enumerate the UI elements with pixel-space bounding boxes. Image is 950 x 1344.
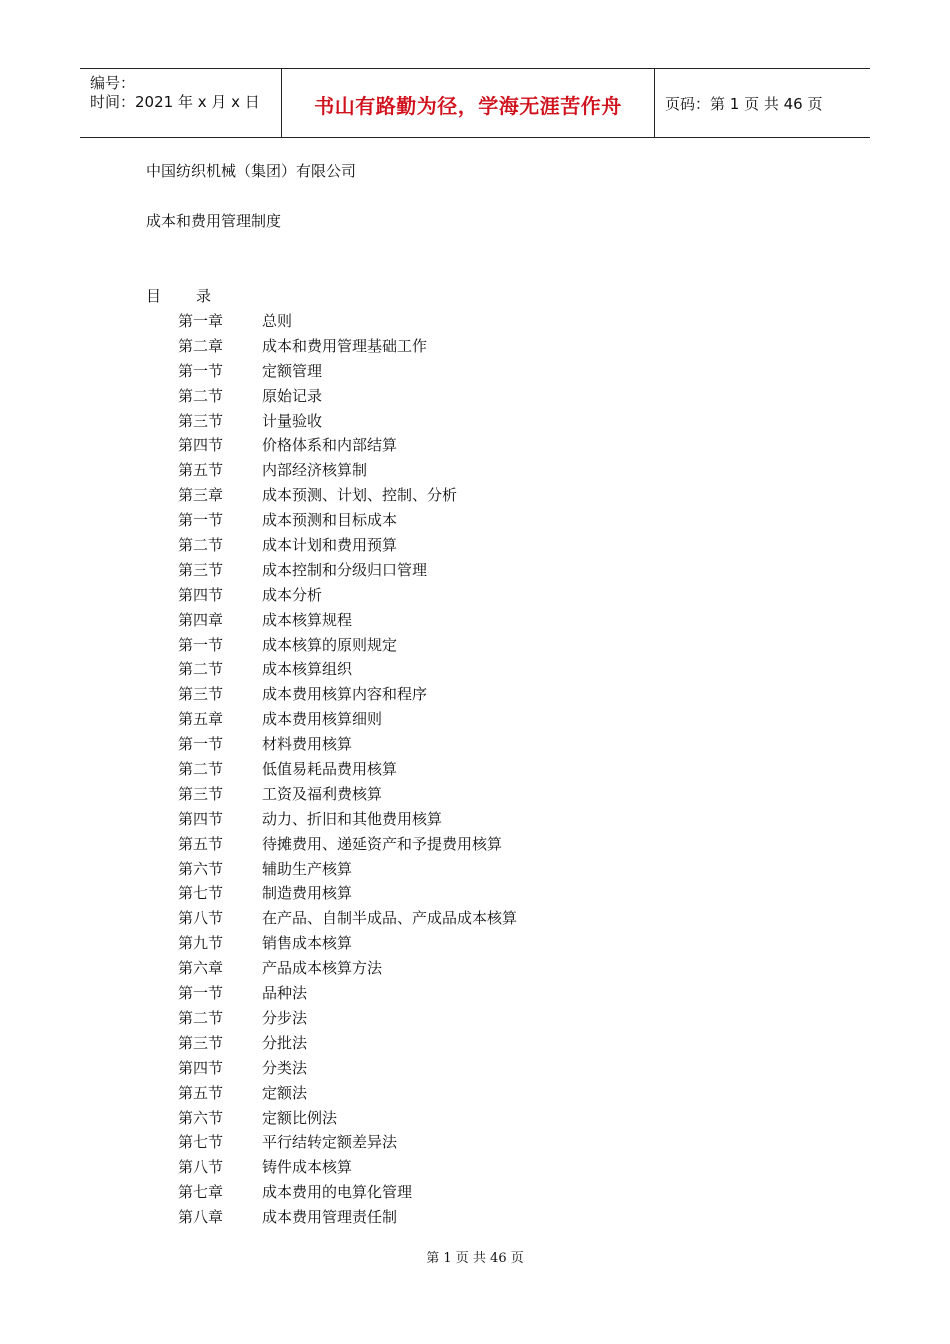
toc-heading — [146, 285, 211, 306]
serial-label: 编号： — [90, 74, 136, 92]
toc-entry-number: 第四节 — [178, 1058, 224, 1077]
document-title: 成本和费用管理制度 — [146, 212, 282, 230]
toc-entry-number: 第六章 — [178, 959, 224, 978]
toc-entry — [178, 483, 517, 508]
header-page-cell — [655, 69, 870, 137]
motto: 书山有路勤为径，学海无涯苦作舟 — [314, 94, 622, 118]
toc-entry-title: 辅助生产核算 — [262, 859, 353, 878]
toc-entry-title: 计量验收 — [262, 411, 323, 430]
toc-entry-title: 成本费用核算内容和程序 — [262, 685, 428, 704]
toc-entry-number: 第八节 — [178, 1158, 224, 1177]
toc-entry-number: 第七节 — [178, 884, 224, 903]
toc-entry-number: 第一节 — [178, 984, 224, 1003]
toc-entry — [178, 981, 517, 1006]
toc-entry — [178, 732, 517, 757]
toc-entry-title: 定额比例法 — [262, 1108, 338, 1127]
toc-entry-number: 第三节 — [178, 1033, 224, 1052]
toc-entry-number: 第八章 — [178, 1208, 224, 1227]
toc-entry — [178, 657, 517, 682]
toc-entry-title: 价格体系和内部结算 — [262, 436, 398, 455]
toc-entry-number: 第三节 — [178, 560, 224, 579]
toc-entry-number: 第三节 — [178, 411, 224, 430]
toc-entry-number: 第二节 — [178, 760, 224, 779]
toc-entry — [178, 881, 517, 906]
toc-entry-title: 定额法 — [262, 1083, 308, 1102]
toc-entry — [178, 608, 517, 633]
toc-entry-title: 铸件成本核算 — [262, 1158, 353, 1177]
toc-entry-title: 成本费用管理责任制 — [262, 1208, 398, 1227]
toc-entry-title: 成本核算的原则规定 — [262, 635, 398, 654]
toc-entry-title: 材料费用核算 — [262, 735, 353, 754]
toc-heading-char-2: 录 — [196, 287, 212, 305]
toc-entry-title: 定额管理 — [262, 361, 323, 380]
toc-entry-number: 第八节 — [178, 909, 224, 928]
toc-entry — [178, 1031, 517, 1056]
toc-entry-number: 第二节 — [178, 1008, 224, 1027]
table-of-contents — [178, 309, 517, 1230]
toc-entry-title: 动力、折旧和其他费用核算 — [262, 809, 443, 828]
page-footer: 第 1 页 共 46 页 — [426, 1251, 524, 1266]
toc-entry — [178, 906, 517, 931]
toc-entry-number: 第二章 — [178, 336, 224, 355]
page-header — [80, 68, 870, 138]
toc-entry — [178, 707, 517, 732]
toc-entry — [178, 1205, 517, 1230]
toc-entry-title: 分步法 — [262, 1008, 308, 1027]
toc-entry-title: 分类法 — [262, 1058, 308, 1077]
toc-entry-title: 低值易耗品费用核算 — [262, 760, 398, 779]
toc-entry-title: 成本费用的电算化管理 — [262, 1183, 413, 1202]
toc-entry-number: 第五节 — [178, 461, 224, 480]
toc-entry-title: 在产品、自制半成品、产成品成本核算 — [262, 909, 518, 928]
toc-entry-number: 第四节 — [178, 436, 224, 455]
toc-entry — [178, 682, 517, 707]
toc-entry — [178, 583, 517, 608]
header-motto-cell — [282, 69, 655, 137]
toc-entry-title: 成本费用核算细则 — [262, 710, 383, 729]
toc-entry-title: 制造费用核算 — [262, 884, 353, 903]
toc-entry — [178, 508, 517, 533]
toc-entry-title: 成本分析 — [262, 585, 323, 604]
toc-entry-number: 第四章 — [178, 610, 224, 629]
toc-entry — [178, 807, 517, 832]
toc-entry-title: 原始记录 — [262, 386, 323, 405]
toc-entry — [178, 384, 517, 409]
toc-entry-title: 产品成本核算方法 — [262, 959, 383, 978]
toc-entry — [178, 359, 517, 384]
toc-entry — [178, 409, 517, 434]
toc-entry — [178, 309, 517, 334]
toc-entry-title: 工资及福利费核算 — [262, 784, 383, 803]
toc-entry-number: 第二节 — [178, 660, 224, 679]
toc-entry — [178, 1106, 517, 1131]
toc-entry-title: 成本和费用管理基础工作 — [262, 336, 428, 355]
toc-entry-title: 成本预测和目标成本 — [262, 511, 398, 530]
toc-entry-number: 第七章 — [178, 1183, 224, 1202]
toc-entry-number: 第七节 — [178, 1133, 224, 1152]
toc-entry — [178, 931, 517, 956]
toc-entry-title: 成本预测、计划、控制、分析 — [262, 486, 458, 505]
toc-entry-title: 成本控制和分级归口管理 — [262, 560, 428, 579]
toc-entry — [178, 1081, 517, 1106]
toc-entry-title: 分批法 — [262, 1033, 308, 1052]
toc-entry — [178, 458, 517, 483]
toc-entry — [178, 1155, 517, 1180]
toc-entry-number: 第二节 — [178, 536, 224, 555]
toc-entry-number: 第五章 — [178, 710, 224, 729]
toc-entry — [178, 633, 517, 658]
toc-entry-number: 第五节 — [178, 1083, 224, 1102]
toc-entry — [178, 956, 517, 981]
toc-entry — [178, 782, 517, 807]
toc-entry — [178, 1006, 517, 1031]
toc-entry-number: 第一节 — [178, 735, 224, 754]
toc-entry — [178, 558, 517, 583]
toc-entry-number: 第九节 — [178, 934, 224, 953]
toc-entry-number: 第一节 — [178, 361, 224, 380]
toc-entry-title: 销售成本核算 — [262, 934, 353, 953]
toc-entry-title: 总则 — [262, 312, 293, 330]
toc-entry-number: 第六节 — [178, 1108, 224, 1127]
toc-entry-number: 第三节 — [178, 784, 224, 803]
toc-entry-title: 平行结转定额差异法 — [262, 1133, 398, 1152]
toc-entry-title: 成本核算规程 — [262, 610, 353, 629]
toc-entry — [178, 433, 517, 458]
toc-entry-number: 第四节 — [178, 809, 224, 828]
toc-entry — [178, 334, 517, 359]
toc-entry-title: 成本计划和费用预算 — [262, 536, 398, 555]
page-number-label: 页码：第 1 页 共 46 页 — [665, 95, 823, 113]
toc-entry — [178, 757, 517, 782]
toc-entry-number: 第三章 — [178, 486, 224, 505]
toc-entry — [178, 1056, 517, 1081]
toc-entry-number: 第六节 — [178, 859, 224, 878]
toc-entry — [178, 857, 517, 882]
toc-entry-title: 内部经济核算制 — [262, 461, 368, 480]
header-info-cell — [80, 69, 282, 137]
company-name: 中国纺织机械（集团）有限公司 — [146, 162, 357, 180]
toc-entry-number: 第三节 — [178, 685, 224, 704]
toc-entry-number: 第二节 — [178, 386, 224, 405]
toc-entry-number: 第五节 — [178, 834, 224, 853]
toc-entry — [178, 832, 517, 857]
toc-entry-number: 第四节 — [178, 585, 224, 604]
toc-entry-title: 成本核算组织 — [262, 660, 353, 679]
time-label: 时间：2021 年 x 月 x 日 — [90, 93, 260, 111]
toc-entry-number: 第一章 — [178, 312, 224, 330]
toc-entry — [178, 533, 517, 558]
toc-entry-title: 品种法 — [262, 984, 308, 1003]
toc-entry-title: 待摊费用、递延资产和予提费用核算 — [262, 834, 503, 853]
toc-entry — [178, 1180, 517, 1205]
toc-entry-number: 第一节 — [178, 511, 224, 530]
toc-heading-char-1: 目 — [146, 287, 162, 305]
toc-entry — [178, 1130, 517, 1155]
toc-entry-number: 第一节 — [178, 635, 224, 654]
